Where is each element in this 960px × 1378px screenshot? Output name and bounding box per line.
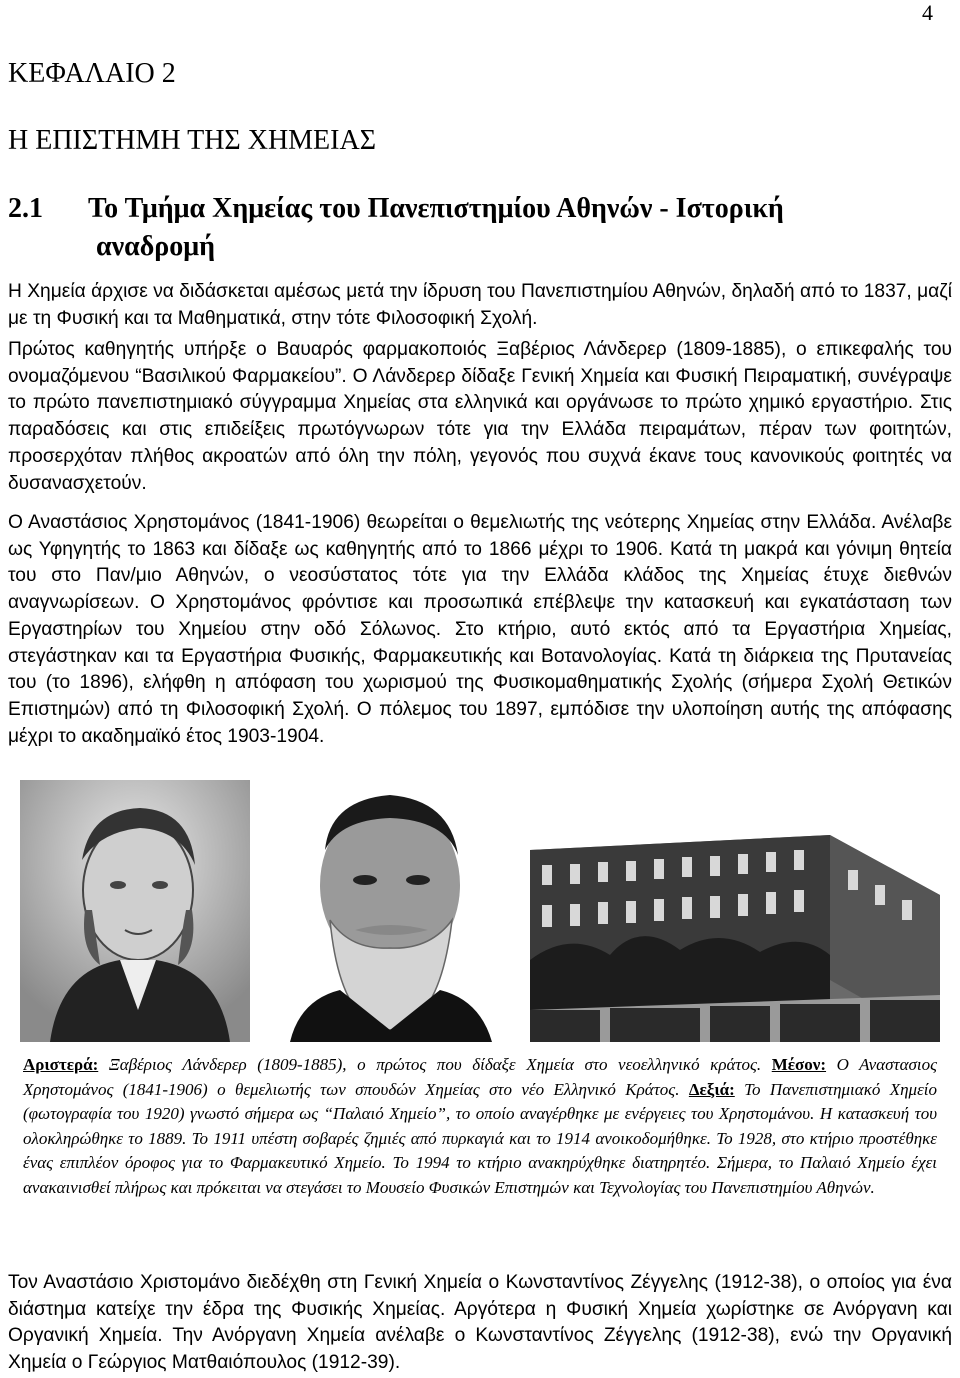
photo-strip [20,780,940,1042]
section-title-line1: Το Τμήμα Χημείας του Πανεπιστημίου Αθηνών - Ιστορική [88,193,784,224]
caption-left-label: Αριστερά: [23,1055,99,1074]
section-title-line2: αναδρομή [96,231,216,262]
page-number: 4 [922,0,933,25]
paragraph: Η Χημεία άρχισε να διδάσκεται αμέσως μετά την ίδρυση του Πανεπιστημίου Αθηνών, δηλαδή από το 1837, μαζί με τη Φυσική και τα Μαθηματικά, στην τότε Φιλοσοφική Σχολή. [8,281,952,329]
chapter-title: Η ΕΠΙΣΤΗΜΗ ΤΗΣ ΧΗΜΕΙΑΣ [8,125,377,156]
photo-caption [23,1053,937,1200]
caption-middle-text: Ο Αναστασιος Χρηστομάνος (1841-1906) ο θεμελιωτής των σπουδών Χημείας στο νέο Ελληνικό Κράτος. [23,1055,937,1099]
section-heading [8,190,938,266]
chapter-heading: ΚΕΦΑΛΑΙΟ 2 [8,58,176,89]
caption-right-text: Το Πανεπιστημιακό Χημείο (φωτογραφία του 1920) γνωστό σήμερα ως “Παλαιό Χημείο”, το οποίο αναγέρθηκε με ενέργειες του Χρηστομάνου. Η κατασκευή του ολοκληρώθηκε το 1889. Το 1911 υπέστη σοβαρές ζημιές από πυρκαγιά και το 1914 ανοικοδομήθηκε. Το 1928, στο κτήριο προστέθηκε ένας επιπλέον όροφος για το Φαρμακευτικό Χημείο. Το 1994 το κτήριο ανακηρύχθηκε διατηρητέο. Σήμερα, το Παλαιό Χημείο έχει ανακαινισθεί πλήρως και πρόκειται να στεγάσει το Μουσείο Φυσικών Επιστημών και Τεχνολογίας του Πανεπιστημίου Αθηνών. [23,1079,938,1197]
paragraph: Ο Αναστάσιος Χρηστομάνος (1841-1906) θεωρείται ο θεμελιωτής της νεότερης Χημείας στην Ελλάδα. Ανέλαβε ως Υφηγητής το 1863 και δίδαξε ως καθηγητής από το 1866 μέχρι το 1906. Κατά τη μακρά και γόνιμη θητεία του στο Παν/μιο Αθηνών, ο νεοσύστατος τότε για την Ελλάδα κλάδος της Χημείας έτυχε διεθνών αναγνωρίσεων. Ο Χρηστομάνος φρόντισε και προσωπικά επέβλεψε την κατασκευή και εγκατάσταση των Εργαστηρίων του Χημείου στην οδό Σόλωνος. Στο κτήριο, αυτό εκτός από τα Εργαστήρια Χημείας, στεγάστηκαν και τα Εργαστήρια Φυσικής, Φαρμακευτικής και Βοτανολογίας. Κατά τη διάρκεια της Πρυτανείας του (το 1896), ελήφθη η απόφαση του χωρισμού της Φυσικομαθηματικής Σχολής (σήμερα Σχολή Θετικών Επιστημών) από τη Φιλοσοφική Σχολή. Ο πόλεμος του 1897, εμπόδισε την υλοποίηση αυτής της απόφασης μέχρι το ακαδημαϊκό έτος 1903-1904. [8,512,952,747]
paragraph: Πρώτος καθηγητής υπήρξε ο Βαυαρός φαρμακοποιός Ξαβέριος Λάνδερερ (1809-1885), ο επικεφαλής του ονομαζόμενου “Βασιλικού Φαρμακείου”. Ο Λάνδερερ δίδαξε Γενική Χημεία και Φυσική Πειραματική, συνέγραψε το πρώτο πανεπιστημιακό σύγγραμμα Χημείας στα ελληνικά και οργάνωσε το πρώτο χημικό εργαστήριο. Στις παραδόσεις και στις επιδείξεις πρωτόγνωρων τότε για την Ελλάδα πειραμάτων, πέραν των φοιτητών, προσερχόταν πλήθος ακροατών από όλη την πόλη, γεγονός που συχνά έκανε τους κανονικούς φοιτητές να δυσανασχετούν. [8,339,952,494]
caption-middle-label: Μέσον: [771,1055,827,1074]
building-icon [530,780,940,1042]
lander-paragraph [8,337,952,501]
caption-left-text: Ξαβέριος Λάνδερερ (1809-1885), ο πρώτος που δίδαξε Χημεία στο νεοελληνικό κράτος. [98,1055,772,1074]
christomanos-paragraph [8,510,952,754]
old-chemistry-building-photo [530,780,940,1042]
section-number: 2.1 [8,193,43,224]
caption-right-label: Δεξιά: [688,1079,735,1099]
portrait-christomanos-photo [270,780,510,1042]
portrait-icon [270,780,510,1042]
intro-paragraph [8,279,952,336]
portrait-icon [20,780,250,1042]
closing-paragraph: Τον Αναστάσιο Χριστομάνο διεδέχθη στη Γενική Χημεία ο Κωνσταντίνος Ζέγγελης (1912-38), ο οποίος για ένα διάστημα κατείχε την έδρα της Φυσικής Χημείας. Αργότερα η Φυσική Χημεία χωρίστηκε σε Ανόργανη και Οργανική Χημεία. Την Ανόργανη Χημεία ανέλαβε ο Κωνσταντίνος Ζέγγελης (1912-38), ενώ την Οργανική Χημεία ο Γεώργιος Ματθαιόπουλος (1912-39). [8,1272,952,1374]
portrait-lander-photo [20,780,250,1042]
